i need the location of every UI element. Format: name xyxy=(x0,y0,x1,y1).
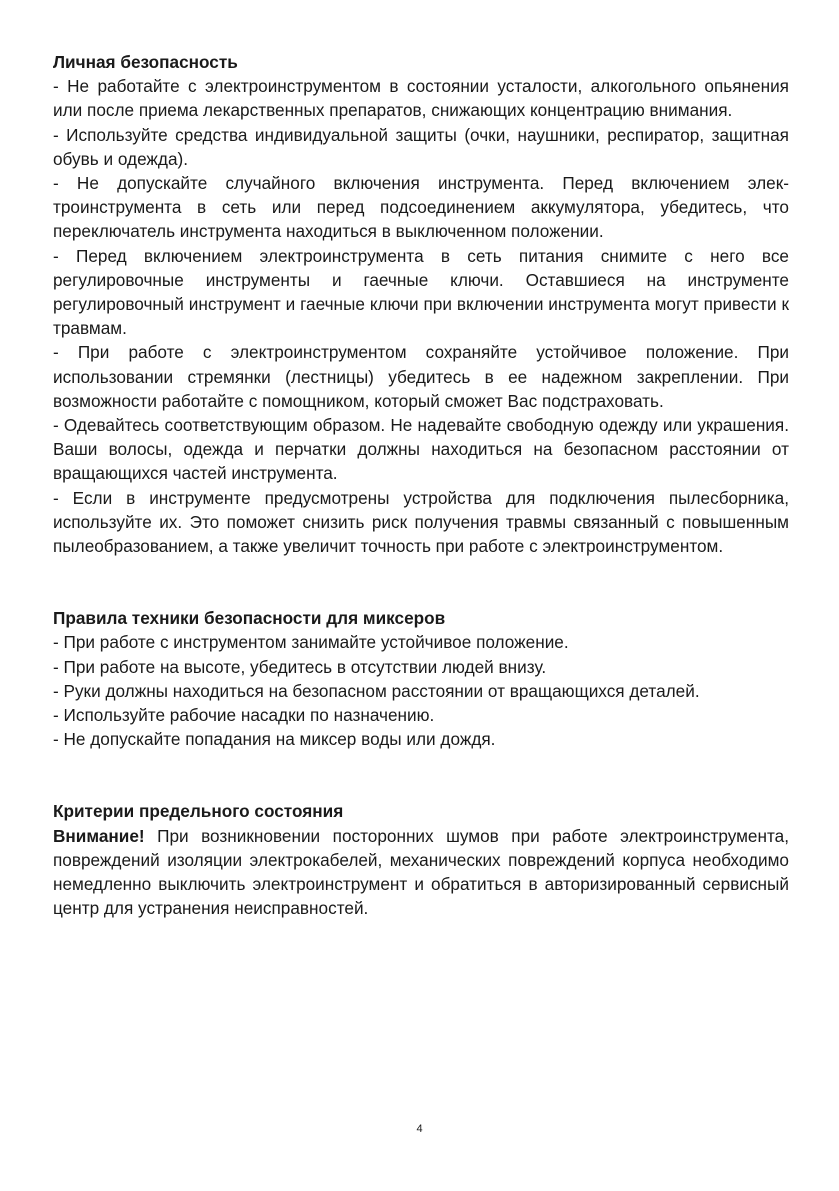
list-item: - Перед включением электроинструмента в сеть питания снимите с него все регулировочные инструменты и гаечные ключи. Оставшиеся на инструменте регулировочный инструмент и гаечные ключи при включении инструмента могут привести к травмам. xyxy=(53,245,789,339)
list-item: - Используйте рабочие насадки по назначению. xyxy=(53,705,435,726)
section-heading: Личная безопасность xyxy=(53,52,238,72)
list-item: - При работе на высоте, убедитесь в отсутствии людей внизу. xyxy=(53,656,547,677)
list-item: - Руки должны находиться на безопасном расстоянии от вращающихся деталей. xyxy=(53,680,700,701)
warning-paragraph xyxy=(53,824,789,921)
list-item: - Не допускайте случайного включения инструмента. Перед включением электроинструмента в сеть или перед подсоединением аккумулятора, убедитесь, что переключатель инструмента находиться в выключенном положении. xyxy=(53,173,789,242)
section-heading: Правила техники безопасности для миксеров xyxy=(53,608,446,629)
list-item: - Используйте средства индивидуальной защиты (очки, наушники, респиратор, защитная обувь и одежда). xyxy=(53,124,789,169)
warning-label: Внимание! xyxy=(53,825,145,846)
list-item: - При работе с электроинструментом сохраняйте устойчивое положение. При использовании стремянки (лестницы) убедитесь в ее надежном закреплении. При возможности работайте с помощником, который сможет Вас подстраховать. xyxy=(53,342,789,411)
document-page xyxy=(53,50,789,921)
list-item: - Одевайтесь соответствующим образом. Не надевайте свободную одежду или украшения. Ваши волосы, одежда и перчатки должны находиться на безопасном расстоянии от вращающихся частей инструмента. xyxy=(53,415,789,484)
section-mixer-rules xyxy=(53,606,789,751)
list-item: - Не допускайте попадания на миксер воды или дождя. xyxy=(53,729,496,750)
list-item: - Если в инструменте предусмотрены устройства для подключения пылесборника, используйте их. Это поможет снизить риск получения травмы связанный с повышенным пылеобразованием, а также увеличит точность при работе с электроинструментом. xyxy=(53,487,789,557)
page-number: 4 xyxy=(416,1123,423,1135)
list-item: - Не работайте с электроинструментом в состоянии усталости, алкогольного опьянения или после приема лекарственных препаратов, снижающих концентрацию внимания. xyxy=(53,76,789,121)
section-limit-state xyxy=(53,799,789,920)
list-item: - При работе с инструментом занимайте устойчивое положение. xyxy=(53,632,569,653)
warning-text: При возникновении посторонних шумов при работе электроинструмента, повреждений изоляции электрокабелей, механических повреждений корпуса необходимо немедленно выключить электроинструмент и обратиться в авторизированный сервисный центр для устранения неисправностей. xyxy=(53,825,789,919)
section-personal-safety xyxy=(53,50,789,558)
section-heading: Критерии предельного состояния xyxy=(53,801,344,822)
